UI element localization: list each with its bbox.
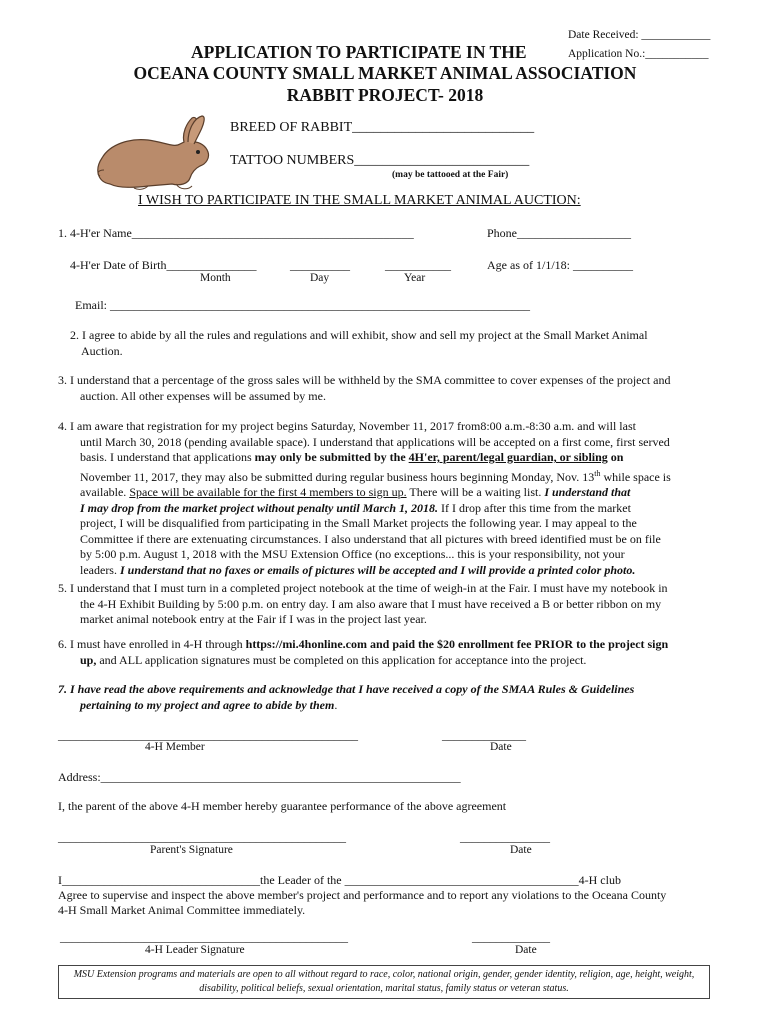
parent-date-label: Date	[510, 844, 532, 856]
month-label: Month	[200, 272, 231, 284]
year-label: Year	[404, 272, 426, 284]
agreement-item-5: 5. I understand that I must turn in a completed project notebook at the time of weigh-in at the Fair. I must have my notebook in the 4-H Exhibit Building by 5:00 p.m. on entry day. I am also aware that I must have received a B or better ribbon on my market animal notebook entry at the Fair if I was in the project last year.	[58, 581, 668, 626]
agreement-item-2: 2. I agree to abide by all the rules and regulations and will exhibit, show and sell my project at the Small Market Animal Auction.	[70, 328, 648, 358]
application-number-field[interactable]: Application No.:___________	[568, 48, 709, 60]
date-of-birth-field[interactable]: 4-H'er Date of Birth_______________	[70, 258, 257, 272]
member-date-label: Date	[490, 741, 512, 753]
title-line-2: OCEANA COUNTY SMALL MARKET ANIMAL ASSOCIATION	[133, 63, 637, 83]
address-field[interactable]: Address:____________________________________________________________	[58, 770, 461, 784]
leader-club-field[interactable]: I_________________________________the Leader of the _______________________________________4-H club	[58, 873, 621, 887]
leader-date-label: Date	[515, 944, 537, 956]
tattoo-note: (may be tattooed at the Fair)	[392, 170, 509, 180]
parent-signature-line[interactable]: ________________________________________________	[58, 830, 346, 844]
agreement-item-6: 6. I must have enrolled in 4-H through https://mi.4honline.com and paid the $20 enrollment fee PRIOR to the project sign up, and ALL application signatures must be completed on this application for acceptance into the project.	[58, 637, 669, 667]
parent-signature-label: Parent's Signature	[150, 844, 233, 856]
day-label: Day	[310, 272, 330, 284]
age-field[interactable]: Age as of 1/1/18: __________	[487, 258, 633, 272]
rabbit-image	[88, 112, 218, 197]
member-name-field[interactable]: 1. 4-H'er Name_______________________________________________	[58, 226, 414, 240]
agreement-item-4: 4. I am aware that registration for my project begins Saturday, November 11, 2017 from8:00 a.m.-8:30 a.m. and will last until March 30, 2018 (pending available space). I understand that applications will be accepted on a first come, first served basis. I understand that applications may only be submitted by the 4H'er, parent/legal guardian, or sibling on November 11, 2017, they may also be submitted during regular business hours beginning Monday, Nov. 13th while space is available. Space will be available for the first 4 members to sign up. There will be a waiting list. I understand that I may drop from the market project without penalty until March 1, 2018. If I drop after this time from the market project, I will be disqualified from participating in the Small Market projects the following year. I may appeal to the Committee if there are extenuating circumstances. I also understand that all pictures with breed identified must be on file by 5:00 p.m. August 1, 2018 with the MSU Extension Office (no exceptions... this is your responsibility, not your leaders. I understand that no faxes or emails of pictures will be accepted and I will provide a printed color photo.	[58, 419, 671, 577]
member-signature-label: 4-H Member	[145, 741, 205, 753]
email-field[interactable]: Email: ______________________________________________________________________	[75, 298, 530, 312]
msu-footer-notice: MSU Extension programs and materials are open to all without regard to race, color, national origin, gender, gender identity, religion, age, height, weight, disability, political beliefs, sexual orientation, marital status, family status or veteran status.	[58, 965, 710, 999]
title-line-1: APPLICATION TO PARTICIPATE IN THE	[191, 42, 527, 62]
dob-year-field[interactable]: ___________	[385, 258, 451, 272]
member-date-line[interactable]: ______________	[442, 728, 526, 742]
dob-day-field[interactable]: __________	[290, 258, 350, 272]
date-received-field[interactable]: Date Received: ____________	[568, 29, 711, 41]
phone-field[interactable]: Phone___________________	[487, 226, 631, 240]
leader-signature-line[interactable]: ________________________________________________	[60, 930, 348, 944]
tattoo-numbers-field[interactable]: TATTOO NUMBERS_________________________	[230, 153, 530, 168]
leader-agreement-line-2: 4-H Small Market Animal Committee immediately.	[58, 903, 306, 917]
leader-date-line[interactable]: _____________	[472, 930, 550, 944]
leader-agreement-line-1: Agree to supervise and inspect the above member's project and performance and to report any violations to the Oceana County	[58, 888, 667, 902]
member-signature-line[interactable]: __________________________________________________	[58, 728, 358, 742]
agreement-item-7: 7. I have read the above requirements and acknowledge that I have received a copy of the SMAA Rules & Guidelines pertaining to my project and agree to abide by them.	[58, 682, 635, 712]
auction-heading: I WISH TO PARTICIPATE IN THE SMALL MARKET ANIMAL AUCTION:	[138, 193, 581, 208]
agreement-item-3: 3. I understand that a percentage of the gross sales will be withheld by the SMA committee to cover expenses of the project and auction. All other expenses will be assumed by me.	[58, 373, 671, 403]
parent-statement: I, the parent of the above 4-H member hereby guarantee performance of the above agreement	[58, 799, 507, 813]
title-line-3: RABBIT PROJECT- 2018	[286, 85, 484, 105]
breed-of-rabbit-field[interactable]: BREED OF RABBIT__________________________	[230, 120, 535, 135]
parent-date-line[interactable]: _______________	[460, 830, 550, 844]
leader-signature-label: 4-H Leader Signature	[145, 944, 245, 956]
